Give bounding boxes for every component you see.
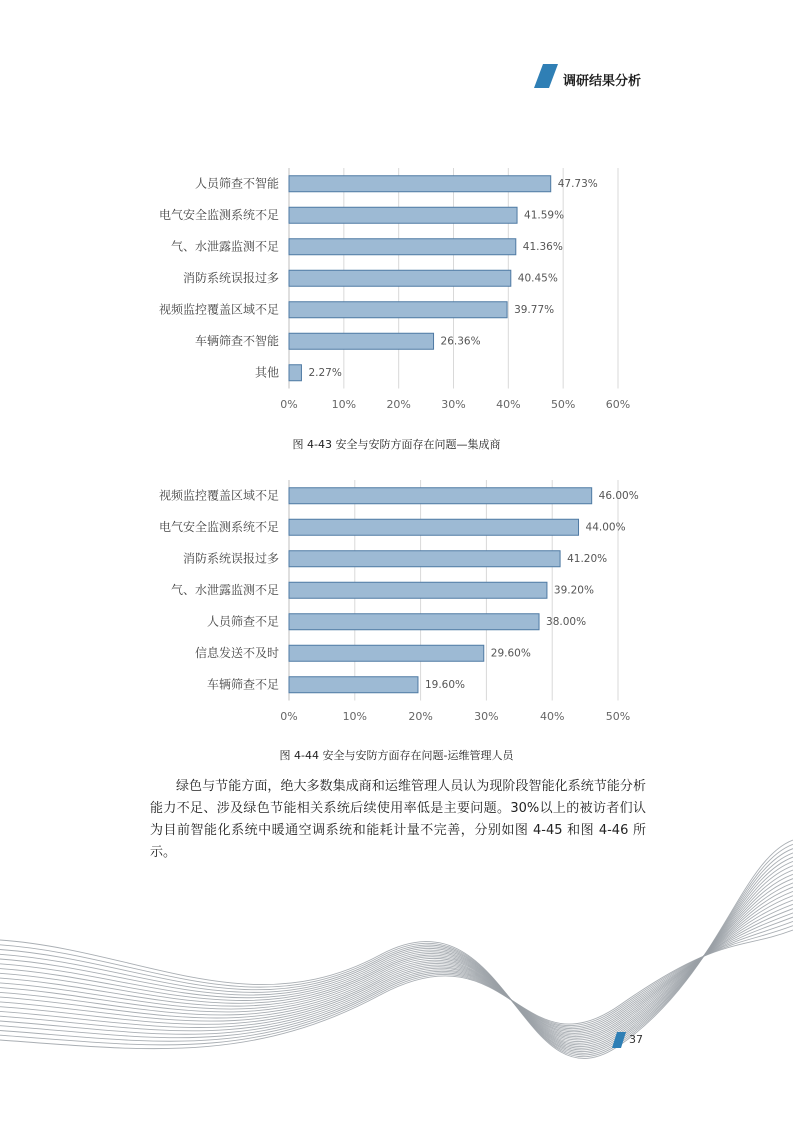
category-label: 消防系统误报过多 <box>182 270 279 285</box>
value-label: 47.73% <box>557 177 598 190</box>
value-label: 39.20% <box>553 584 594 597</box>
wave-line <box>0 861 793 1050</box>
bar <box>289 488 592 504</box>
category-label: 人员筛查不智能 <box>194 176 279 191</box>
category-label: 消防系统误报过多 <box>182 551 279 566</box>
decorative-wave-lines <box>0 830 793 1122</box>
x-tick-label: 10% <box>342 710 368 723</box>
value-label: 41.36% <box>522 240 563 253</box>
bar <box>289 677 418 693</box>
value-label: 41.59% <box>524 209 565 222</box>
x-tick-label: 0% <box>280 710 298 723</box>
category-label: 车辆筛查不智能 <box>194 333 279 348</box>
value-label: 39.77% <box>514 303 555 316</box>
category-label: 视频监控覆盖区域不足 <box>158 302 279 317</box>
category-label: 信息发送不及时 <box>194 645 279 660</box>
x-tick-label: 40% <box>496 398 521 411</box>
value-label: 29.60% <box>490 647 531 660</box>
bar <box>289 519 579 535</box>
category-label: 车辆筛查不足 <box>206 677 279 692</box>
wave-line <box>0 874 793 1045</box>
value-label: 2.27% <box>308 366 342 379</box>
x-tick-label: 10% <box>331 398 357 411</box>
page-number: 37 <box>629 1033 643 1046</box>
page-number-accent-mark <box>612 1032 626 1048</box>
body-paragraph: 绿色与节能方面，绝大多数集成商和运维管理人员认为现阶段智能化系统节能分析能力不足、涉及绿色节能相关系统后续使用率低是主要问题。30%以上的被访者们认为目前智能化系统中暖通空调系统和能耗计量不完善，分别如图 4-45 和图 4-46 所示。 <box>150 779 646 860</box>
x-tick-label: 30% <box>474 710 499 723</box>
category-label: 其他 <box>254 365 279 380</box>
value-label: 38.00% <box>546 615 587 628</box>
bar <box>289 645 484 661</box>
value-label: 46.00% <box>598 489 639 502</box>
x-tick-label: 50% <box>605 710 631 723</box>
bar <box>289 582 547 598</box>
wave-line <box>0 887 793 1040</box>
x-tick-label: 20% <box>408 710 433 723</box>
wave-line <box>0 857 793 1052</box>
bar <box>289 551 560 567</box>
value-label: 44.00% <box>585 521 626 534</box>
value-label: 40.45% <box>517 272 558 285</box>
value-label: 26.36% <box>440 335 481 348</box>
category-label: 气、水泄露监测不足 <box>170 582 279 597</box>
category-label: 电气安全监测系统不足 <box>158 207 279 222</box>
category-label: 气、水泄露监测不足 <box>170 239 279 254</box>
x-tick-label: 50% <box>550 398 576 411</box>
category-label: 视频监控覆盖区域不足 <box>158 488 279 503</box>
wave-line <box>0 844 793 1056</box>
category-label: 人员筛查不足 <box>206 614 279 629</box>
section-title: 调研结果分析 <box>563 74 642 89</box>
x-tick-label: 60% <box>605 398 631 411</box>
x-tick-label: 40% <box>539 710 565 723</box>
value-label: 19.60% <box>424 678 466 691</box>
bar <box>289 614 539 630</box>
x-tick-label: 0% <box>280 398 298 411</box>
value-label: 41.20% <box>567 552 608 565</box>
x-tick-label: 30% <box>441 398 466 411</box>
x-tick-label: 20% <box>386 398 411 411</box>
category-label: 电气安全监测系统不足 <box>158 519 279 534</box>
figure-caption-4-44: 图 4-44 安全与安防方面存在问题-运维管理人员 <box>279 749 514 762</box>
figure-caption-4-43: 图 4-43 安全与安防方面存在问题—集成商 <box>292 438 501 451</box>
wave-line <box>0 849 793 1055</box>
